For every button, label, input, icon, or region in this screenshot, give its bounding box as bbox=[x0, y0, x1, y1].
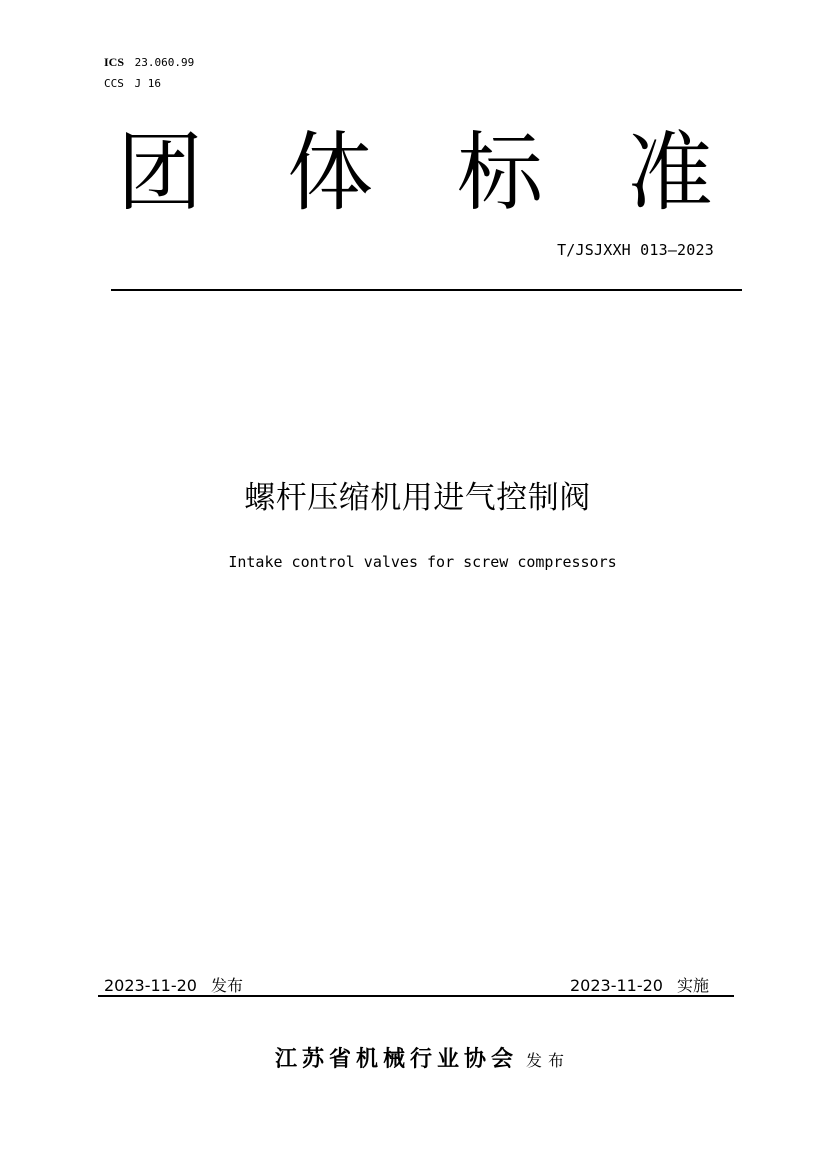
publish-label: 发布 bbox=[210, 976, 243, 995]
publish-date: 2023-11-20 bbox=[104, 976, 197, 995]
standard-type-title bbox=[100, 118, 730, 228]
implement-date-row bbox=[570, 976, 709, 996]
title-char: 标 bbox=[457, 123, 543, 223]
ics-key: ICS bbox=[104, 55, 125, 69]
publisher-name: 江苏省机械行业协会 bbox=[274, 1047, 518, 1072]
date-divider bbox=[98, 995, 734, 997]
implement-date: 2023-11-20 bbox=[570, 976, 663, 995]
title-char: 体 bbox=[287, 123, 373, 223]
publish-date-row bbox=[104, 976, 243, 996]
ccs-value: J 16 bbox=[134, 77, 161, 90]
ics-code-line bbox=[104, 52, 194, 73]
ccs-key: CCS bbox=[104, 77, 124, 90]
implement-label: 实施 bbox=[676, 976, 709, 995]
classification-codes bbox=[104, 52, 194, 94]
ccs-code-line bbox=[104, 73, 194, 94]
header-divider bbox=[111, 289, 742, 291]
title-char: 团 bbox=[117, 123, 203, 223]
ics-value: 23.060.99 bbox=[134, 56, 195, 69]
title-char: 准 bbox=[627, 123, 713, 223]
document-title: 螺杆压缩机用进气控制阀 bbox=[244, 480, 591, 516]
document-subtitle: Intake control valves for screw compressors bbox=[228, 553, 617, 571]
standard-number: T/JSJXXH 013—2023 bbox=[557, 241, 714, 259]
publisher-suffix: 发布 bbox=[526, 1051, 571, 1070]
publisher-line bbox=[0, 1042, 815, 1073]
